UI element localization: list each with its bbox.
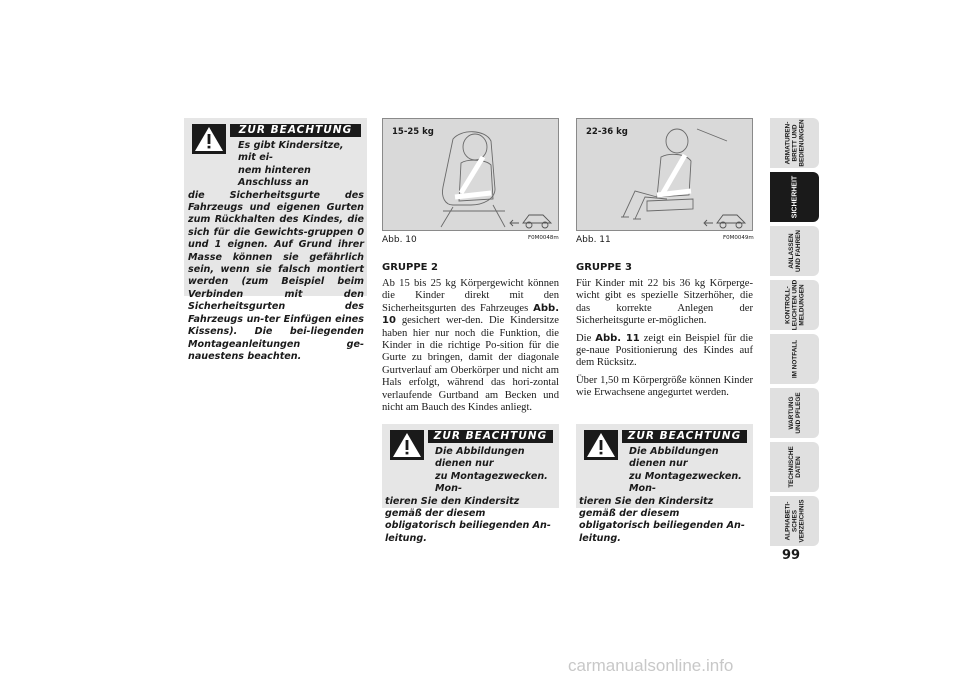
figure-weight-label: 15-25 kg bbox=[392, 127, 434, 137]
side-tab-kontrollleuchten[interactable] bbox=[770, 280, 819, 330]
page-number: 99 bbox=[782, 548, 801, 563]
warning-text-line: zu Montagezwecken. Mon- bbox=[629, 470, 742, 495]
child-on-booster-cushion-drawing bbox=[577, 119, 753, 231]
warning-text bbox=[188, 140, 364, 363]
warning-text-line: nem hinteren Anschluss an bbox=[238, 164, 311, 189]
side-tab-technische-daten[interactable] bbox=[770, 442, 819, 492]
tab-label-line: LEUCHTEN UND bbox=[791, 279, 798, 331]
side-tab-anlassen[interactable] bbox=[770, 226, 819, 276]
side-tab-im-notfall[interactable] bbox=[770, 334, 819, 384]
warning-heading: ZUR BEACHTUNG bbox=[230, 124, 361, 137]
side-tab-sicherheit[interactable] bbox=[770, 172, 819, 222]
group-2-text bbox=[382, 278, 559, 419]
group-3-title: GRUPPE 3 bbox=[576, 262, 632, 273]
figure-10-caption: Abb. 10 bbox=[382, 235, 417, 245]
group-3-text bbox=[576, 278, 753, 405]
warning-box-figures-left bbox=[382, 424, 559, 544]
group-3-para-1: Für Kinder mit 22 bis 36 kg Körperge-wicht gibt es spezielle Sitzerhöher, die das korrekte Anlegen der Sicherheitsgurte er-möglichen. bbox=[576, 278, 753, 327]
side-tab-armaturenbrett[interactable] bbox=[770, 118, 819, 168]
group-2-figure-ref: Abb. 10 bbox=[382, 302, 559, 327]
warning-text bbox=[579, 446, 751, 545]
figure-10-illustration bbox=[382, 118, 559, 231]
figure-11-caption: Abb. 11 bbox=[576, 235, 611, 245]
warning-box-child-seats bbox=[184, 118, 367, 362]
warning-text-body: die Sicherheitsgurte des Fahrzeugs und eigenen Gurten zum Rückhalten des Kindes, die sich für die Gewichts-gruppen 0 und 1 eignen. Auf Grund ihrer Masse können sie gefährlich sein, wenn sie falsch montiert werden (zum Beispiel beim Verbinden mit den Sicherheitsgurten des Fahrzeugs un-ter Einfügen eines Kissens). Die bei-liegenden Montageanleitungen ge-nauestens beachten. bbox=[188, 189, 364, 362]
warning-text-line: Die Abbildungen dienen nur bbox=[435, 446, 525, 470]
warning-text-line: Es gibt Kindersitze, mit ei- bbox=[238, 140, 344, 164]
warning-text-body: tieren Sie den Kindersitz gemäß der diesem obligatorisch beiliegenden An-leitung. bbox=[385, 495, 551, 544]
tab-label-line: IM NOTFALL bbox=[791, 339, 798, 379]
group-2-text-b: gesichert wer-den. Die Kindersitze haben hier nur noch die Funktion, die Kinder in die richtige Po-sition für die Gurte zu bringen, damit der diagonale Gurtverlauf am Oberkörper und nicht am Hals erfolgt, während das hori-zontal verlaufende Gurtband am Becken und nicht am Bauch des Kindes anliegt. bbox=[382, 315, 559, 414]
warning-heading: ZUR BEACHTUNG bbox=[622, 430, 747, 443]
tab-label-line: ANLASSEN bbox=[787, 233, 795, 269]
group-3-para-3: Über 1,50 m Körpergröße können Kinder wie Erwachsene angegurtet werden. bbox=[576, 374, 753, 399]
warning-box-figures-right bbox=[576, 424, 753, 544]
tab-label-line: VERZEICHNIS bbox=[798, 499, 805, 543]
group-2-title: GRUPPE 2 bbox=[382, 262, 438, 273]
tab-label-line: SCHES bbox=[791, 509, 798, 533]
warning-text-line: Die Abbildungen dienen nur bbox=[629, 446, 719, 470]
tab-label-line: ARMATUREN- bbox=[784, 121, 791, 165]
group-3-figure-ref: Abb. 11 bbox=[595, 332, 640, 344]
tab-label-line: MELDUNGEN bbox=[798, 284, 805, 326]
child-booster-seat-drawing bbox=[383, 119, 559, 231]
side-tab-verzeichnis[interactable] bbox=[770, 496, 819, 546]
tab-label-line: WARTUNG bbox=[787, 396, 795, 430]
warning-text-body: tieren Sie den Kindersitz gemäß der diesem obligatorisch beiliegenden An-leitung. bbox=[579, 495, 745, 544]
tab-label-line: BRETT UND bbox=[791, 124, 798, 162]
warning-heading: ZUR BEACHTUNG bbox=[428, 430, 553, 443]
figure-10-code: F0M0048m bbox=[528, 235, 559, 241]
tab-label-line: BEDIENUNGEN bbox=[798, 119, 805, 167]
figure-weight-label: 22-36 kg bbox=[586, 127, 628, 137]
group-3-para-2b: zeigt ein Beispiel für die ge-naue Positionierung des Kindes auf dem Rücksitz. bbox=[576, 332, 753, 369]
side-tab-wartung[interactable] bbox=[770, 388, 819, 438]
figure-11-illustration bbox=[576, 118, 753, 231]
figure-11-code: F0M0049m bbox=[723, 235, 754, 241]
tab-label-line: ALPHABETI- bbox=[784, 501, 791, 541]
group-2-text-a: Ab 15 bis 25 kg Körpergewicht können die Kinder direkt mit den Sicherheitsgurten des Fahrzeuges bbox=[382, 278, 559, 314]
tab-label-line: UND PFLEGE bbox=[794, 392, 802, 434]
tab-label-line: KONTROLL- bbox=[784, 286, 791, 324]
watermark-text: carmanualsonline.info bbox=[568, 656, 734, 675]
warning-text-line: zu Montagezwecken. Mon- bbox=[435, 470, 548, 495]
tab-label-line: UND FAHREN bbox=[794, 230, 802, 272]
tab-label-line: DATEN bbox=[794, 456, 802, 478]
group-3-para-2a: Die bbox=[576, 332, 596, 344]
warning-text bbox=[385, 446, 557, 545]
tab-label-line: TECHNISCHE bbox=[787, 446, 795, 488]
tab-label-line: SICHERHEIT bbox=[791, 175, 798, 219]
